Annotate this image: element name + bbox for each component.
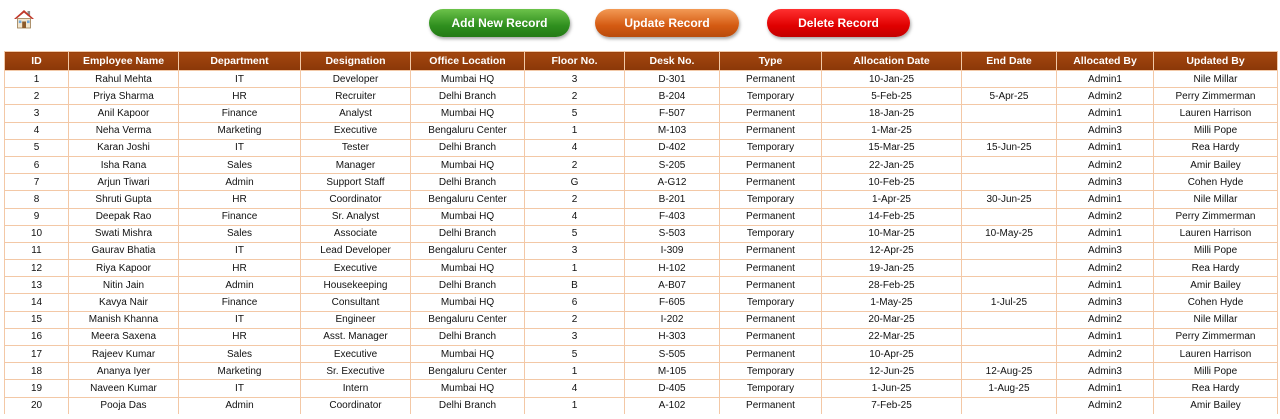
cell-desk-no[interactable]: I-309 [625, 242, 720, 259]
cell-allocation-date[interactable]: 1-Mar-25 [822, 122, 962, 139]
cell-id[interactable]: 3 [5, 105, 69, 122]
cell-office-location[interactable]: Mumbai HQ [411, 105, 525, 122]
cell-desk-no[interactable]: D-301 [625, 71, 720, 88]
column-header-designation[interactable]: Designation [301, 52, 411, 71]
table-header-row [5, 52, 1278, 71]
cell-floor-no[interactable]: 5 [525, 346, 625, 363]
cell-office-location[interactable]: Delhi Branch [411, 397, 525, 414]
cell-employee-name[interactable]: Karan Joshi [69, 139, 179, 156]
cell-type[interactable]: Temporary [720, 294, 822, 311]
cell-designation[interactable]: Tester [301, 139, 411, 156]
cell-id[interactable]: 7 [5, 174, 69, 191]
cell-id[interactable]: 18 [5, 363, 69, 380]
cell-allocation-date[interactable]: 18-Jan-25 [822, 105, 962, 122]
cell-desk-no[interactable]: M-103 [625, 122, 720, 139]
cell-office-location[interactable]: Mumbai HQ [411, 71, 525, 88]
cell-end-date[interactable] [962, 208, 1057, 225]
cell-allocated-by[interactable]: Admin3 [1057, 122, 1154, 139]
cell-allocation-date[interactable]: 22-Mar-25 [822, 328, 962, 345]
cell-department[interactable]: IT [179, 71, 301, 88]
table-row[interactable] [5, 105, 1278, 122]
cell-type[interactable]: Temporary [720, 363, 822, 380]
cell-id[interactable]: 5 [5, 139, 69, 156]
cell-allocation-date[interactable]: 7-Feb-25 [822, 397, 962, 414]
cell-department[interactable]: IT [179, 242, 301, 259]
table-row[interactable] [5, 363, 1278, 380]
cell-floor-no[interactable]: 3 [525, 242, 625, 259]
cell-employee-name[interactable]: Meera Saxena [69, 328, 179, 345]
cell-allocated-by[interactable]: Admin1 [1057, 105, 1154, 122]
cell-desk-no[interactable]: A-102 [625, 397, 720, 414]
cell-desk-no[interactable]: M-105 [625, 363, 720, 380]
cell-desk-no[interactable]: H-303 [625, 328, 720, 345]
cell-updated-by[interactable]: Lauren Harrison [1154, 105, 1278, 122]
column-header-employee-name[interactable]: Employee Name [69, 52, 179, 71]
cell-updated-by[interactable]: Nile Millar [1154, 311, 1278, 328]
cell-type[interactable]: Permanent [720, 311, 822, 328]
cell-floor-no[interactable]: 1 [525, 397, 625, 414]
cell-end-date[interactable] [962, 105, 1057, 122]
column-header-allocation-date[interactable]: Allocation Date [822, 52, 962, 71]
cell-employee-name[interactable]: Anil Kapoor [69, 105, 179, 122]
cell-id[interactable]: 6 [5, 156, 69, 173]
cell-office-location[interactable]: Delhi Branch [411, 277, 525, 294]
table-row[interactable] [5, 139, 1278, 156]
cell-type[interactable]: Permanent [720, 328, 822, 345]
cell-designation[interactable]: Recruiter [301, 88, 411, 105]
cell-end-date[interactable]: 5-Apr-25 [962, 88, 1057, 105]
cell-employee-name[interactable]: Shruti Gupta [69, 191, 179, 208]
cell-desk-no[interactable]: F-403 [625, 208, 720, 225]
cell-allocated-by[interactable]: Admin3 [1057, 242, 1154, 259]
cell-employee-name[interactable]: Deepak Rao [69, 208, 179, 225]
cell-office-location[interactable]: Bengaluru Center [411, 363, 525, 380]
cell-office-location[interactable]: Mumbai HQ [411, 294, 525, 311]
cell-id[interactable]: 13 [5, 277, 69, 294]
cell-type[interactable]: Temporary [720, 88, 822, 105]
cell-office-location[interactable]: Mumbai HQ [411, 260, 525, 277]
column-header-office-location[interactable]: Office Location [411, 52, 525, 71]
cell-department[interactable]: IT [179, 311, 301, 328]
sheet-bottom-edge [0, 414, 1280, 419]
cell-department[interactable]: Finance [179, 294, 301, 311]
cell-id[interactable]: 2 [5, 88, 69, 105]
cell-employee-name[interactable]: Nitin Jain [69, 277, 179, 294]
cell-designation[interactable]: Sr. Executive [301, 363, 411, 380]
cell-id[interactable]: 9 [5, 208, 69, 225]
cell-allocation-date[interactable]: 15-Mar-25 [822, 139, 962, 156]
cell-desk-no[interactable]: F-605 [625, 294, 720, 311]
cell-id[interactable]: 11 [5, 242, 69, 259]
cell-updated-by[interactable]: Milli Pope [1154, 122, 1278, 139]
cell-desk-no[interactable]: S-503 [625, 225, 720, 242]
cell-floor-no[interactable]: 1 [525, 260, 625, 277]
cell-end-date[interactable] [962, 311, 1057, 328]
cell-designation[interactable]: Coordinator [301, 397, 411, 414]
cell-allocation-date[interactable]: 28-Feb-25 [822, 277, 962, 294]
cell-end-date[interactable] [962, 328, 1057, 345]
cell-department[interactable]: Finance [179, 105, 301, 122]
cell-floor-no[interactable]: 2 [525, 156, 625, 173]
cell-end-date[interactable] [962, 346, 1057, 363]
toolbar [0, 0, 1280, 50]
cell-allocation-date[interactable]: 1-Jun-25 [822, 380, 962, 397]
cell-designation[interactable]: Engineer [301, 311, 411, 328]
cell-updated-by[interactable]: Lauren Harrison [1154, 346, 1278, 363]
cell-allocated-by[interactable]: Admin1 [1057, 71, 1154, 88]
cell-allocated-by[interactable]: Admin2 [1057, 346, 1154, 363]
cell-department[interactable]: Admin [179, 174, 301, 191]
home-icon[interactable] [13, 8, 35, 30]
cell-office-location[interactable]: Bengaluru Center [411, 122, 525, 139]
cell-employee-name[interactable]: Manish Khanna [69, 311, 179, 328]
cell-allocated-by[interactable]: Admin3 [1057, 174, 1154, 191]
cell-id[interactable]: 12 [5, 260, 69, 277]
table-row[interactable] [5, 397, 1278, 414]
cell-type[interactable]: Temporary [720, 191, 822, 208]
cell-floor-no[interactable]: 3 [525, 328, 625, 345]
cell-type[interactable]: Temporary [720, 380, 822, 397]
table-row[interactable] [5, 277, 1278, 294]
cell-updated-by[interactable]: Perry Zimmerman [1154, 328, 1278, 345]
table-row[interactable] [5, 156, 1278, 173]
cell-updated-by[interactable]: Cohen Hyde [1154, 174, 1278, 191]
cell-designation[interactable]: Coordinator [301, 191, 411, 208]
cell-office-location[interactable]: Delhi Branch [411, 328, 525, 345]
cell-type[interactable]: Temporary [720, 139, 822, 156]
cell-allocated-by[interactable]: Admin1 [1057, 139, 1154, 156]
cell-type[interactable]: Permanent [720, 71, 822, 88]
column-header-end-date[interactable]: End Date [962, 52, 1057, 71]
cell-department[interactable]: HR [179, 260, 301, 277]
cell-department[interactable]: Admin [179, 397, 301, 414]
cell-office-location[interactable]: Bengaluru Center [411, 242, 525, 259]
cell-floor-no[interactable]: 2 [525, 191, 625, 208]
cell-id[interactable]: 14 [5, 294, 69, 311]
cell-allocation-date[interactable]: 12-Jun-25 [822, 363, 962, 380]
cell-department[interactable]: Sales [179, 346, 301, 363]
cell-employee-name[interactable]: Pooja Das [69, 397, 179, 414]
cell-desk-no[interactable]: H-102 [625, 260, 720, 277]
column-header-updated-by[interactable]: Updated By [1154, 52, 1278, 71]
cell-allocated-by[interactable]: Admin3 [1057, 363, 1154, 380]
cell-floor-no[interactable]: 2 [525, 88, 625, 105]
cell-desk-no[interactable]: S-505 [625, 346, 720, 363]
cell-updated-by[interactable]: Rea Hardy [1154, 380, 1278, 397]
cell-desk-no[interactable]: B-204 [625, 88, 720, 105]
cell-updated-by[interactable]: Nile Millar [1154, 71, 1278, 88]
cell-allocation-date[interactable]: 10-Apr-25 [822, 346, 962, 363]
cell-employee-name[interactable]: Naveen Kumar [69, 380, 179, 397]
column-header-floor-no[interactable]: Floor No. [525, 52, 625, 71]
cell-employee-name[interactable]: Priya Sharma [69, 88, 179, 105]
cell-allocated-by[interactable]: Admin3 [1057, 294, 1154, 311]
cell-id[interactable]: 8 [5, 191, 69, 208]
cell-end-date[interactable] [962, 397, 1057, 414]
cell-department[interactable]: HR [179, 191, 301, 208]
cell-allocated-by[interactable]: Admin2 [1057, 311, 1154, 328]
cell-office-location[interactable]: Bengaluru Center [411, 191, 525, 208]
cell-allocated-by[interactable]: Admin2 [1057, 156, 1154, 173]
cell-allocation-date[interactable]: 10-Jan-25 [822, 71, 962, 88]
cell-floor-no[interactable]: B [525, 277, 625, 294]
cell-end-date[interactable] [962, 122, 1057, 139]
cell-updated-by[interactable]: Cohen Hyde [1154, 294, 1278, 311]
cell-employee-name[interactable]: Neha Verma [69, 122, 179, 139]
cell-type[interactable]: Permanent [720, 208, 822, 225]
cell-department[interactable]: IT [179, 380, 301, 397]
cell-employee-name[interactable]: Rajeev Kumar [69, 346, 179, 363]
cell-designation[interactable]: Executive [301, 122, 411, 139]
cell-floor-no[interactable]: 5 [525, 225, 625, 242]
cell-employee-name[interactable]: Rahul Mehta [69, 71, 179, 88]
cell-floor-no[interactable]: 4 [525, 380, 625, 397]
column-header-type[interactable]: Type [720, 52, 822, 71]
table-row[interactable] [5, 122, 1278, 139]
table-row[interactable] [5, 242, 1278, 259]
cell-designation[interactable]: Executive [301, 346, 411, 363]
records-table-container [4, 51, 1278, 415]
cell-designation[interactable]: Sr. Analyst [301, 208, 411, 225]
cell-employee-name[interactable]: Gaurav Bhatia [69, 242, 179, 259]
cell-allocated-by[interactable]: Admin1 [1057, 191, 1154, 208]
cell-id[interactable]: 16 [5, 328, 69, 345]
cell-end-date[interactable] [962, 242, 1057, 259]
cell-floor-no[interactable]: 5 [525, 105, 625, 122]
cell-employee-name[interactable]: Isha Rana [69, 156, 179, 173]
column-header-allocated-by[interactable]: Allocated By [1057, 52, 1154, 71]
cell-end-date[interactable] [962, 260, 1057, 277]
cell-allocated-by[interactable]: Admin1 [1057, 380, 1154, 397]
cell-desk-no[interactable]: F-507 [625, 105, 720, 122]
cell-updated-by[interactable]: Rea Hardy [1154, 260, 1278, 277]
cell-desk-no[interactable]: I-202 [625, 311, 720, 328]
cell-updated-by[interactable]: Perry Zimmerman [1154, 208, 1278, 225]
cell-updated-by[interactable]: Perry Zimmerman [1154, 88, 1278, 105]
cell-employee-name[interactable]: Kavya Nair [69, 294, 179, 311]
cell-type[interactable]: Permanent [720, 277, 822, 294]
table-row[interactable] [5, 88, 1278, 105]
cell-department[interactable]: HR [179, 328, 301, 345]
cell-designation[interactable]: Executive [301, 260, 411, 277]
table-body [5, 71, 1278, 415]
cell-end-date[interactable] [962, 71, 1057, 88]
column-header-department[interactable]: Department [179, 52, 301, 71]
cell-end-date[interactable]: 30-Jun-25 [962, 191, 1057, 208]
cell-allocation-date[interactable]: 14-Feb-25 [822, 208, 962, 225]
cell-floor-no[interactable]: G [525, 174, 625, 191]
cell-updated-by[interactable]: Lauren Harrison [1154, 225, 1278, 242]
cell-office-location[interactable]: Mumbai HQ [411, 346, 525, 363]
cell-desk-no[interactable]: S-205 [625, 156, 720, 173]
cell-end-date[interactable]: 1-Aug-25 [962, 380, 1057, 397]
cell-allocation-date[interactable]: 1-May-25 [822, 294, 962, 311]
cell-type[interactable]: Permanent [720, 260, 822, 277]
cell-allocated-by[interactable]: Admin2 [1057, 260, 1154, 277]
cell-allocated-by[interactable]: Admin2 [1057, 397, 1154, 414]
cell-employee-name[interactable]: Riya Kapoor [69, 260, 179, 277]
add-new-record-button[interactable]: Add New Record [429, 9, 570, 37]
cell-desk-no[interactable]: D-402 [625, 139, 720, 156]
cell-type[interactable]: Permanent [720, 122, 822, 139]
cell-allocation-date[interactable]: 22-Jan-25 [822, 156, 962, 173]
cell-end-date[interactable]: 10-May-25 [962, 225, 1057, 242]
cell-id[interactable]: 1 [5, 71, 69, 88]
cell-allocation-date[interactable]: 10-Feb-25 [822, 174, 962, 191]
table-row[interactable] [5, 328, 1278, 345]
cell-id[interactable]: 19 [5, 380, 69, 397]
table-row[interactable] [5, 174, 1278, 191]
cell-department[interactable]: Marketing [179, 363, 301, 380]
cell-employee-name[interactable]: Arjun Tiwari [69, 174, 179, 191]
table-row[interactable] [5, 260, 1278, 277]
cell-end-date[interactable] [962, 174, 1057, 191]
cell-designation[interactable]: Asst. Manager [301, 328, 411, 345]
table-row[interactable] [5, 380, 1278, 397]
cell-updated-by[interactable]: Milli Pope [1154, 242, 1278, 259]
cell-allocation-date[interactable]: 19-Jan-25 [822, 260, 962, 277]
cell-id[interactable]: 10 [5, 225, 69, 242]
cell-allocation-date[interactable]: 20-Mar-25 [822, 311, 962, 328]
cell-updated-by[interactable]: Nile Millar [1154, 191, 1278, 208]
cell-office-location[interactable]: Delhi Branch [411, 88, 525, 105]
cell-floor-no[interactable]: 4 [525, 208, 625, 225]
cell-department[interactable]: Sales [179, 225, 301, 242]
column-header-id[interactable]: ID [5, 52, 69, 71]
cell-office-location[interactable]: Bengaluru Center [411, 311, 525, 328]
cell-office-location[interactable]: Mumbai HQ [411, 208, 525, 225]
table-row[interactable] [5, 311, 1278, 328]
cell-allocation-date[interactable]: 10-Mar-25 [822, 225, 962, 242]
cell-office-location[interactable]: Delhi Branch [411, 139, 525, 156]
cell-type[interactable]: Permanent [720, 174, 822, 191]
cell-department[interactable]: Admin [179, 277, 301, 294]
cell-office-location[interactable]: Delhi Branch [411, 225, 525, 242]
cell-allocation-date[interactable]: 1-Apr-25 [822, 191, 962, 208]
cell-allocated-by[interactable]: Admin2 [1057, 88, 1154, 105]
cell-department[interactable]: Finance [179, 208, 301, 225]
cell-updated-by[interactable]: Milli Pope [1154, 363, 1278, 380]
cell-end-date[interactable]: 12-Aug-25 [962, 363, 1057, 380]
table-row[interactable] [5, 191, 1278, 208]
cell-allocated-by[interactable]: Admin1 [1057, 277, 1154, 294]
table-row[interactable] [5, 294, 1278, 311]
cell-desk-no[interactable]: D-405 [625, 380, 720, 397]
update-record-button[interactable]: Update Record [595, 9, 739, 37]
cell-updated-by[interactable]: Amir Bailey [1154, 277, 1278, 294]
column-header-desk-no[interactable]: Desk No. [625, 52, 720, 71]
cell-allocated-by[interactable]: Admin1 [1057, 328, 1154, 345]
cell-designation[interactable]: Intern [301, 380, 411, 397]
cell-floor-no[interactable]: 2 [525, 311, 625, 328]
cell-designation[interactable]: Manager [301, 156, 411, 173]
cell-id[interactable]: 20 [5, 397, 69, 414]
table-row[interactable] [5, 346, 1278, 363]
cell-office-location[interactable]: Delhi Branch [411, 174, 525, 191]
cell-end-date[interactable]: 1-Jul-25 [962, 294, 1057, 311]
cell-designation[interactable]: Lead Developer [301, 242, 411, 259]
cell-id[interactable]: 17 [5, 346, 69, 363]
cell-office-location[interactable]: Mumbai HQ [411, 380, 525, 397]
cell-type[interactable]: Permanent [720, 397, 822, 414]
cell-employee-name[interactable]: Ananya Iyer [69, 363, 179, 380]
cell-floor-no[interactable]: 6 [525, 294, 625, 311]
cell-floor-no[interactable]: 1 [525, 363, 625, 380]
cell-updated-by[interactable]: Amir Bailey [1154, 156, 1278, 173]
cell-allocation-date[interactable]: 5-Feb-25 [822, 88, 962, 105]
cell-allocated-by[interactable]: Admin1 [1057, 225, 1154, 242]
cell-designation[interactable]: Developer [301, 71, 411, 88]
cell-allocated-by[interactable]: Admin2 [1057, 208, 1154, 225]
cell-id[interactable]: 15 [5, 311, 69, 328]
cell-department[interactable]: Sales [179, 156, 301, 173]
cell-department[interactable]: IT [179, 139, 301, 156]
cell-department[interactable]: HR [179, 88, 301, 105]
records-table [4, 51, 1278, 415]
cell-end-date[interactable]: 15-Jun-25 [962, 139, 1057, 156]
cell-employee-name[interactable]: Swati Mishra [69, 225, 179, 242]
cell-end-date[interactable] [962, 156, 1057, 173]
cell-end-date[interactable] [962, 277, 1057, 294]
cell-office-location[interactable]: Mumbai HQ [411, 156, 525, 173]
cell-type[interactable]: Permanent [720, 105, 822, 122]
cell-desk-no[interactable]: B-201 [625, 191, 720, 208]
cell-updated-by[interactable]: Amir Bailey [1154, 397, 1278, 414]
cell-floor-no[interactable]: 4 [525, 139, 625, 156]
cell-floor-no[interactable]: 3 [525, 71, 625, 88]
cell-floor-no[interactable]: 1 [525, 122, 625, 139]
cell-designation[interactable]: Associate [301, 225, 411, 242]
cell-designation[interactable]: Consultant [301, 294, 411, 311]
cell-designation[interactable]: Analyst [301, 105, 411, 122]
cell-desk-no[interactable]: A-G12 [625, 174, 720, 191]
cell-desk-no[interactable]: A-B07 [625, 277, 720, 294]
cell-type[interactable]: Permanent [720, 156, 822, 173]
cell-type[interactable]: Permanent [720, 346, 822, 363]
table-row[interactable] [5, 71, 1278, 88]
cell-designation[interactable]: Support Staff [301, 174, 411, 191]
cell-designation[interactable]: Housekeeping [301, 277, 411, 294]
table-row[interactable] [5, 208, 1278, 225]
cell-type[interactable]: Permanent [720, 242, 822, 259]
cell-id[interactable]: 4 [5, 122, 69, 139]
table-row[interactable] [5, 225, 1278, 242]
cell-allocation-date[interactable]: 12-Apr-25 [822, 242, 962, 259]
cell-department[interactable]: Marketing [179, 122, 301, 139]
cell-type[interactable]: Temporary [720, 225, 822, 242]
cell-updated-by[interactable]: Rea Hardy [1154, 139, 1278, 156]
delete-record-button[interactable]: Delete Record [767, 9, 910, 37]
